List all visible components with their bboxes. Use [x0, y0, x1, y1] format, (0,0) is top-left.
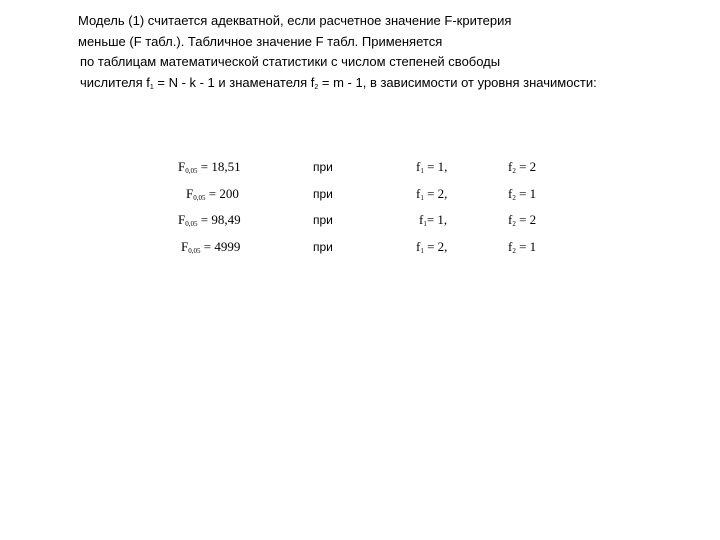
paragraph-line-1: Модель (1) считается адекватной, если расчетное значение F-критерия	[78, 13, 512, 28]
f2-value: = 2	[515, 159, 537, 174]
f2-cell	[508, 184, 536, 204]
f-subscript: 0,05	[185, 167, 198, 175]
f1-letter: f	[416, 159, 421, 174]
f1-value: = 1,	[426, 212, 448, 227]
f1-cell	[416, 237, 447, 257]
f-value: = 98,49	[197, 212, 241, 227]
f2-value: = 2	[515, 212, 537, 227]
pri-cell: при	[313, 160, 333, 174]
f2-subscript: 2	[512, 220, 516, 228]
line4-subscript-1: 1	[149, 83, 154, 91]
f-critical-values-table	[160, 157, 580, 263]
f1-subscript: 1	[420, 246, 424, 255]
f2-value: = 1	[515, 238, 537, 254]
f2-letter: f	[508, 238, 513, 254]
f2-subscript: 2	[512, 246, 516, 255]
f1-subscript: 1	[420, 167, 424, 175]
f1-value: = 1,	[423, 159, 448, 174]
f1-value: = 2,	[423, 238, 448, 254]
f2-subscript: 2	[512, 193, 516, 202]
f1-value: = 2,	[423, 185, 448, 201]
f1-letter: f	[416, 185, 421, 201]
f2-cell	[508, 210, 536, 230]
paragraph-line-3: по таблицам математической статистики с числом степеней свободы	[80, 54, 501, 69]
table-row	[160, 184, 580, 211]
line4-text-pre: числителя f	[80, 74, 150, 90]
f-subscript: 0,05	[193, 193, 206, 202]
line4-text-post: = m - 1, в зависимости от уровня значимости:	[318, 74, 597, 90]
table-row	[160, 237, 580, 264]
f-letter: F	[186, 185, 194, 201]
f-subscript: 0,05	[185, 220, 198, 228]
f2-letter: f	[508, 212, 513, 227]
paragraph-line-4	[78, 73, 708, 94]
description-paragraph	[78, 11, 708, 93]
f2-cell	[508, 237, 536, 257]
f1-subscript: 1	[423, 220, 427, 228]
f-value-cell	[178, 157, 268, 177]
f2-subscript: 2	[512, 167, 516, 175]
f1-subscript: 1	[420, 193, 424, 202]
line4-subscript-2: 2	[314, 83, 319, 91]
line4-text-mid: = N - k - 1 и знаменателя f	[153, 74, 315, 90]
f-letter: F	[178, 212, 186, 227]
f-value: = 200	[205, 185, 239, 201]
f-letter: F	[181, 238, 189, 254]
pri-cell: при	[313, 186, 333, 201]
f1-letter: f	[419, 212, 424, 227]
f1-cell	[416, 184, 447, 204]
f-value-cell	[178, 210, 268, 230]
f2-letter: f	[508, 185, 513, 201]
f-value-cell	[186, 184, 276, 204]
f1-cell	[416, 157, 447, 177]
pri-cell: при	[313, 213, 333, 227]
f1-cell	[419, 210, 447, 230]
table-row	[160, 210, 580, 237]
f-letter: F	[178, 159, 186, 174]
table-row	[160, 157, 580, 184]
f-value-cell	[181, 237, 271, 257]
f2-letter: f	[508, 159, 513, 174]
f-value: = 4999	[200, 238, 241, 254]
f2-cell	[508, 157, 536, 177]
f-value: = 18,51	[197, 159, 241, 174]
f-subscript: 0,05	[188, 246, 201, 255]
paragraph-line-2: меньше (F табл.). Табличное значение F табл. Применяется	[78, 33, 443, 49]
f2-value: = 1	[515, 185, 537, 201]
pri-cell: при	[313, 239, 333, 254]
f1-letter: f	[416, 238, 421, 254]
